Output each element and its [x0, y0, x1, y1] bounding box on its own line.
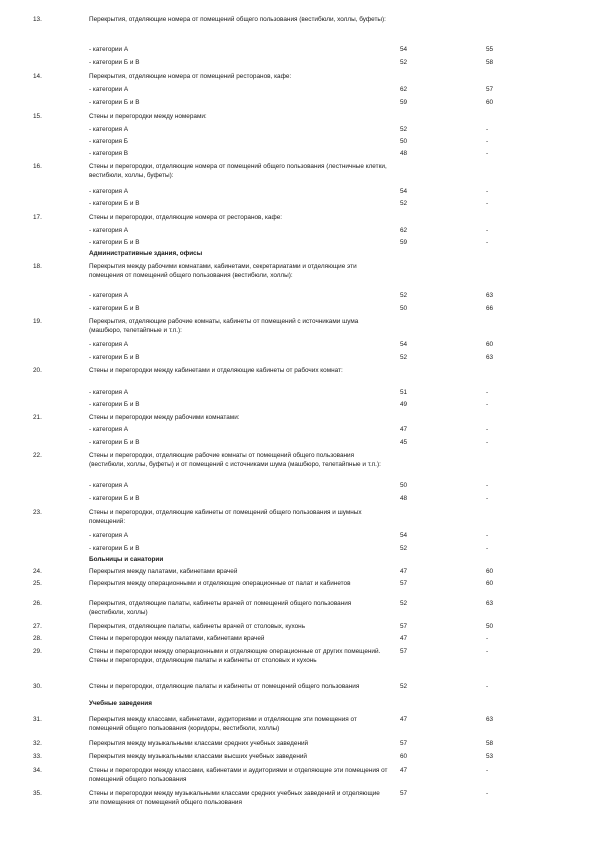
rw-index-value: 52	[400, 600, 408, 607]
rw-index-value: 47	[400, 635, 408, 642]
lnw-index-value: 63	[486, 716, 494, 723]
row-description: Стены и перегородки, отделяющие кабинеты от помещений общего пользования и шумных помещений:	[89, 509, 362, 525]
rw-index-value: 62	[400, 86, 408, 93]
row-description: Перекрытия между рабочими комнатами, кабинетами, секретариатами и отделяющие эти помещения от помещений общего пользования (вестибюли, холлы):	[89, 263, 357, 279]
lnw-index-value: 60	[486, 568, 494, 575]
rw-index-value: 45	[400, 439, 408, 446]
row-description: - категория А	[89, 482, 129, 489]
row-number: 31.	[33, 716, 42, 723]
rw-index-value: 59	[400, 99, 408, 106]
rw-index-value: 50	[400, 138, 408, 145]
lnw-index-value: 57	[486, 86, 494, 93]
rw-index-value: 52	[400, 354, 408, 361]
rw-index-value: 57	[400, 790, 408, 797]
row-description: Перекрытия, отделяющие рабочие комнаты, кабинеты от помещений с источниками шума (машбюро, телетайпные и т.п.):	[89, 318, 359, 334]
row-description: - категории А	[89, 46, 129, 53]
lnw-index-value: -	[486, 389, 489, 396]
row-description: - категория А	[89, 426, 129, 433]
row-number: 14.	[33, 73, 42, 80]
row-description: Учебные заведения	[89, 700, 152, 707]
lnw-index-value: 53	[486, 753, 494, 760]
row-description: Административные здания, офисы	[89, 250, 203, 257]
lnw-index-value: -	[486, 648, 489, 655]
row-description: Стены и перегородки между номерами:	[89, 113, 207, 120]
row-description: Стены и перегородки между кабинетами и отделяющие кабинеты от рабочих комнат:	[89, 367, 343, 374]
row-number: 32.	[33, 740, 42, 747]
row-number: 30.	[33, 683, 42, 690]
rw-index-value: 47	[400, 568, 408, 575]
rw-index-value: 52	[400, 683, 408, 690]
lnw-index-value: -	[486, 683, 489, 690]
row-description: - категории Б и В	[89, 99, 140, 106]
rw-index-value: 54	[400, 188, 408, 195]
row-description: Перекрытия, отделяющие палаты, кабинеты врачей от столовых, кухонь	[89, 623, 306, 630]
row-description: - категории Б и В	[89, 439, 140, 446]
rw-index-value: 59	[400, 239, 408, 246]
row-description: Стены и перегородки, отделяющие номера от ресторанов, кафе:	[89, 214, 283, 221]
row-description: - категория А	[89, 532, 129, 539]
lnw-index-value: -	[486, 150, 489, 157]
lnw-index-value: -	[486, 532, 489, 539]
row-number: 20.	[33, 367, 42, 374]
rw-index-value: 52	[400, 200, 408, 207]
lnw-index-value: 60	[486, 580, 494, 587]
lnw-index-value: 58	[486, 740, 494, 747]
rw-index-value: 57	[400, 740, 408, 747]
row-number: 27.	[33, 623, 42, 630]
row-number: 19.	[33, 318, 42, 325]
lnw-index-value: -	[486, 227, 489, 234]
row-description: - категории Б и В	[89, 545, 140, 552]
rw-index-value: 57	[400, 648, 408, 655]
row-description: Стены и перегородки между музыкальными классами средних учебных заведений и отделяющие эти помещения от помещений общего пользования	[89, 790, 380, 806]
row-number: 35.	[33, 790, 42, 797]
row-description: - категории Б и В	[89, 239, 140, 246]
rw-index-value: 57	[400, 623, 408, 630]
rw-index-value: 62	[400, 227, 408, 234]
rw-index-value: 60	[400, 753, 408, 760]
row-description: - категория А	[89, 292, 129, 299]
lnw-index-value: -	[486, 767, 489, 774]
row-description: - категории Б и В	[89, 305, 140, 312]
row-number: 18.	[33, 263, 42, 270]
row-description: - категория А	[89, 227, 129, 234]
lnw-index-value: 63	[486, 292, 494, 299]
row-description: - категория А	[89, 188, 129, 195]
lnw-index-value: 63	[486, 354, 494, 361]
rw-index-value: 51	[400, 389, 408, 396]
row-description: - категории Б и В	[89, 354, 140, 361]
row-number: 23.	[33, 509, 42, 516]
lnw-index-value: -	[486, 439, 489, 446]
row-description: Перекрытия между классами, кабинетами, аудиториями и отделяющие эти помещения от помещений общего пользования (коридоры, вестибюли, холлы)	[89, 716, 357, 732]
rw-index-value: 47	[400, 716, 408, 723]
lnw-index-value: -	[486, 495, 489, 502]
row-description: - категория А	[89, 341, 129, 348]
row-description: - категории Б и В	[89, 59, 140, 66]
row-number: 17.	[33, 214, 42, 221]
row-number: 28.	[33, 635, 42, 642]
lnw-index-value: 66	[486, 305, 494, 312]
row-description: Перекрытия между музыкальными классами высших учебных заведений	[89, 753, 307, 760]
lnw-index-value: 58	[486, 59, 494, 66]
rw-index-value: 48	[400, 495, 408, 502]
row-number: 24.	[33, 568, 42, 575]
row-description: Стены и перегородки между классами, кабинетами и аудиториями и отделяющие эти помещения от помещений общего пользования	[89, 767, 388, 783]
lnw-index-value: 60	[486, 341, 494, 348]
rw-index-value: 57	[400, 580, 408, 587]
rw-index-value: 49	[400, 401, 408, 408]
rw-index-value: 48	[400, 150, 408, 157]
rw-index-value: 52	[400, 545, 408, 552]
row-description: Стены и перегородки, отделяющие рабочие комнаты от помещений общего пользования (вестибюли, холлы, буфеты) и от помещений с источниками шума (машбюро, телетайпные и т.п.):	[89, 452, 381, 468]
lnw-index-value: -	[486, 126, 489, 133]
row-number: 22.	[33, 452, 42, 459]
row-number: 26.	[33, 600, 42, 607]
lnw-index-value: 50	[486, 623, 494, 630]
row-number: 13.	[33, 16, 42, 23]
rw-index-value: 50	[400, 482, 408, 489]
lnw-index-value: -	[486, 200, 489, 207]
row-description: Стены и перегородки, отделяющие номера от помещений общего пользования (лестничные клетки, вестибюли, холлы, буфеты):	[89, 163, 387, 179]
row-number: 21.	[33, 414, 42, 421]
lnw-index-value: -	[486, 426, 489, 433]
row-description: Стены и перегородки, отделяющие палаты и кабинеты от помещений общего пользования	[89, 683, 360, 690]
row-description: Перекрытия между музыкальными классами средних учебных заведений	[89, 740, 309, 747]
rw-index-value: 47	[400, 767, 408, 774]
lnw-index-value: -	[486, 790, 489, 797]
lnw-index-value: -	[486, 188, 489, 195]
rw-index-value: 47	[400, 426, 408, 433]
rw-index-value: 54	[400, 532, 408, 539]
lnw-index-value: -	[486, 635, 489, 642]
row-number: 33.	[33, 753, 42, 760]
rw-index-value: 52	[400, 292, 408, 299]
row-description: - категория В	[89, 150, 129, 157]
row-description: Перекрытия между операционными и отделяющие операционные от палат и кабинетов	[89, 580, 351, 587]
lnw-index-value: -	[486, 401, 489, 408]
row-description: Перекрытия, отделяющие номера от помещений общего пользования (вестибюли, холлы, буфеты):	[89, 16, 386, 23]
lnw-index-value: 63	[486, 600, 494, 607]
row-description: Перекрытия между палатами, кабинетами врачей	[89, 568, 238, 575]
row-number: 15.	[33, 113, 42, 120]
lnw-index-value: -	[486, 239, 489, 246]
rw-index-value: 54	[400, 341, 408, 348]
rw-index-value: 54	[400, 46, 408, 53]
rw-index-value: 50	[400, 305, 408, 312]
row-description: Стены и перегородки между палатами, кабинетами врачей	[89, 635, 265, 642]
row-description: Больницы и санатории	[89, 556, 164, 563]
rw-index-value: 52	[400, 59, 408, 66]
lnw-index-value: 55	[486, 46, 494, 53]
lnw-index-value: -	[486, 482, 489, 489]
row-description: Стены и перегородки между операционными и отделяющие операционные от других помещений. Стены и перегородки, отделяющие палаты и кабинеты от столовых и кухонь	[89, 648, 381, 664]
row-number: 25.	[33, 580, 42, 587]
row-description: - категории Б и В	[89, 495, 140, 502]
row-number: 16.	[33, 163, 42, 170]
row-description: - категории Б и В	[89, 401, 140, 408]
row-number: 29.	[33, 648, 42, 655]
row-description: Перекрытия, отделяющие номера от помещений ресторанов, кафе:	[89, 73, 292, 80]
row-description: Перекрытия, отделяющие палаты, кабинеты врачей от помещений общего пользования (вестибюли, холлы)	[89, 600, 352, 616]
rw-index-value: 52	[400, 126, 408, 133]
lnw-index-value: 60	[486, 99, 494, 106]
row-description: - категория А	[89, 126, 129, 133]
row-description: - категории Б и В	[89, 200, 140, 207]
row-description: - категория Б	[89, 138, 128, 145]
lnw-index-value: -	[486, 138, 489, 145]
row-description: Стены и перегородки между рабочими комнатами:	[89, 414, 240, 421]
row-description: - категории А	[89, 86, 129, 93]
lnw-index-value: -	[486, 545, 489, 552]
row-number: 34.	[33, 767, 42, 774]
row-description: - категория А	[89, 389, 129, 396]
